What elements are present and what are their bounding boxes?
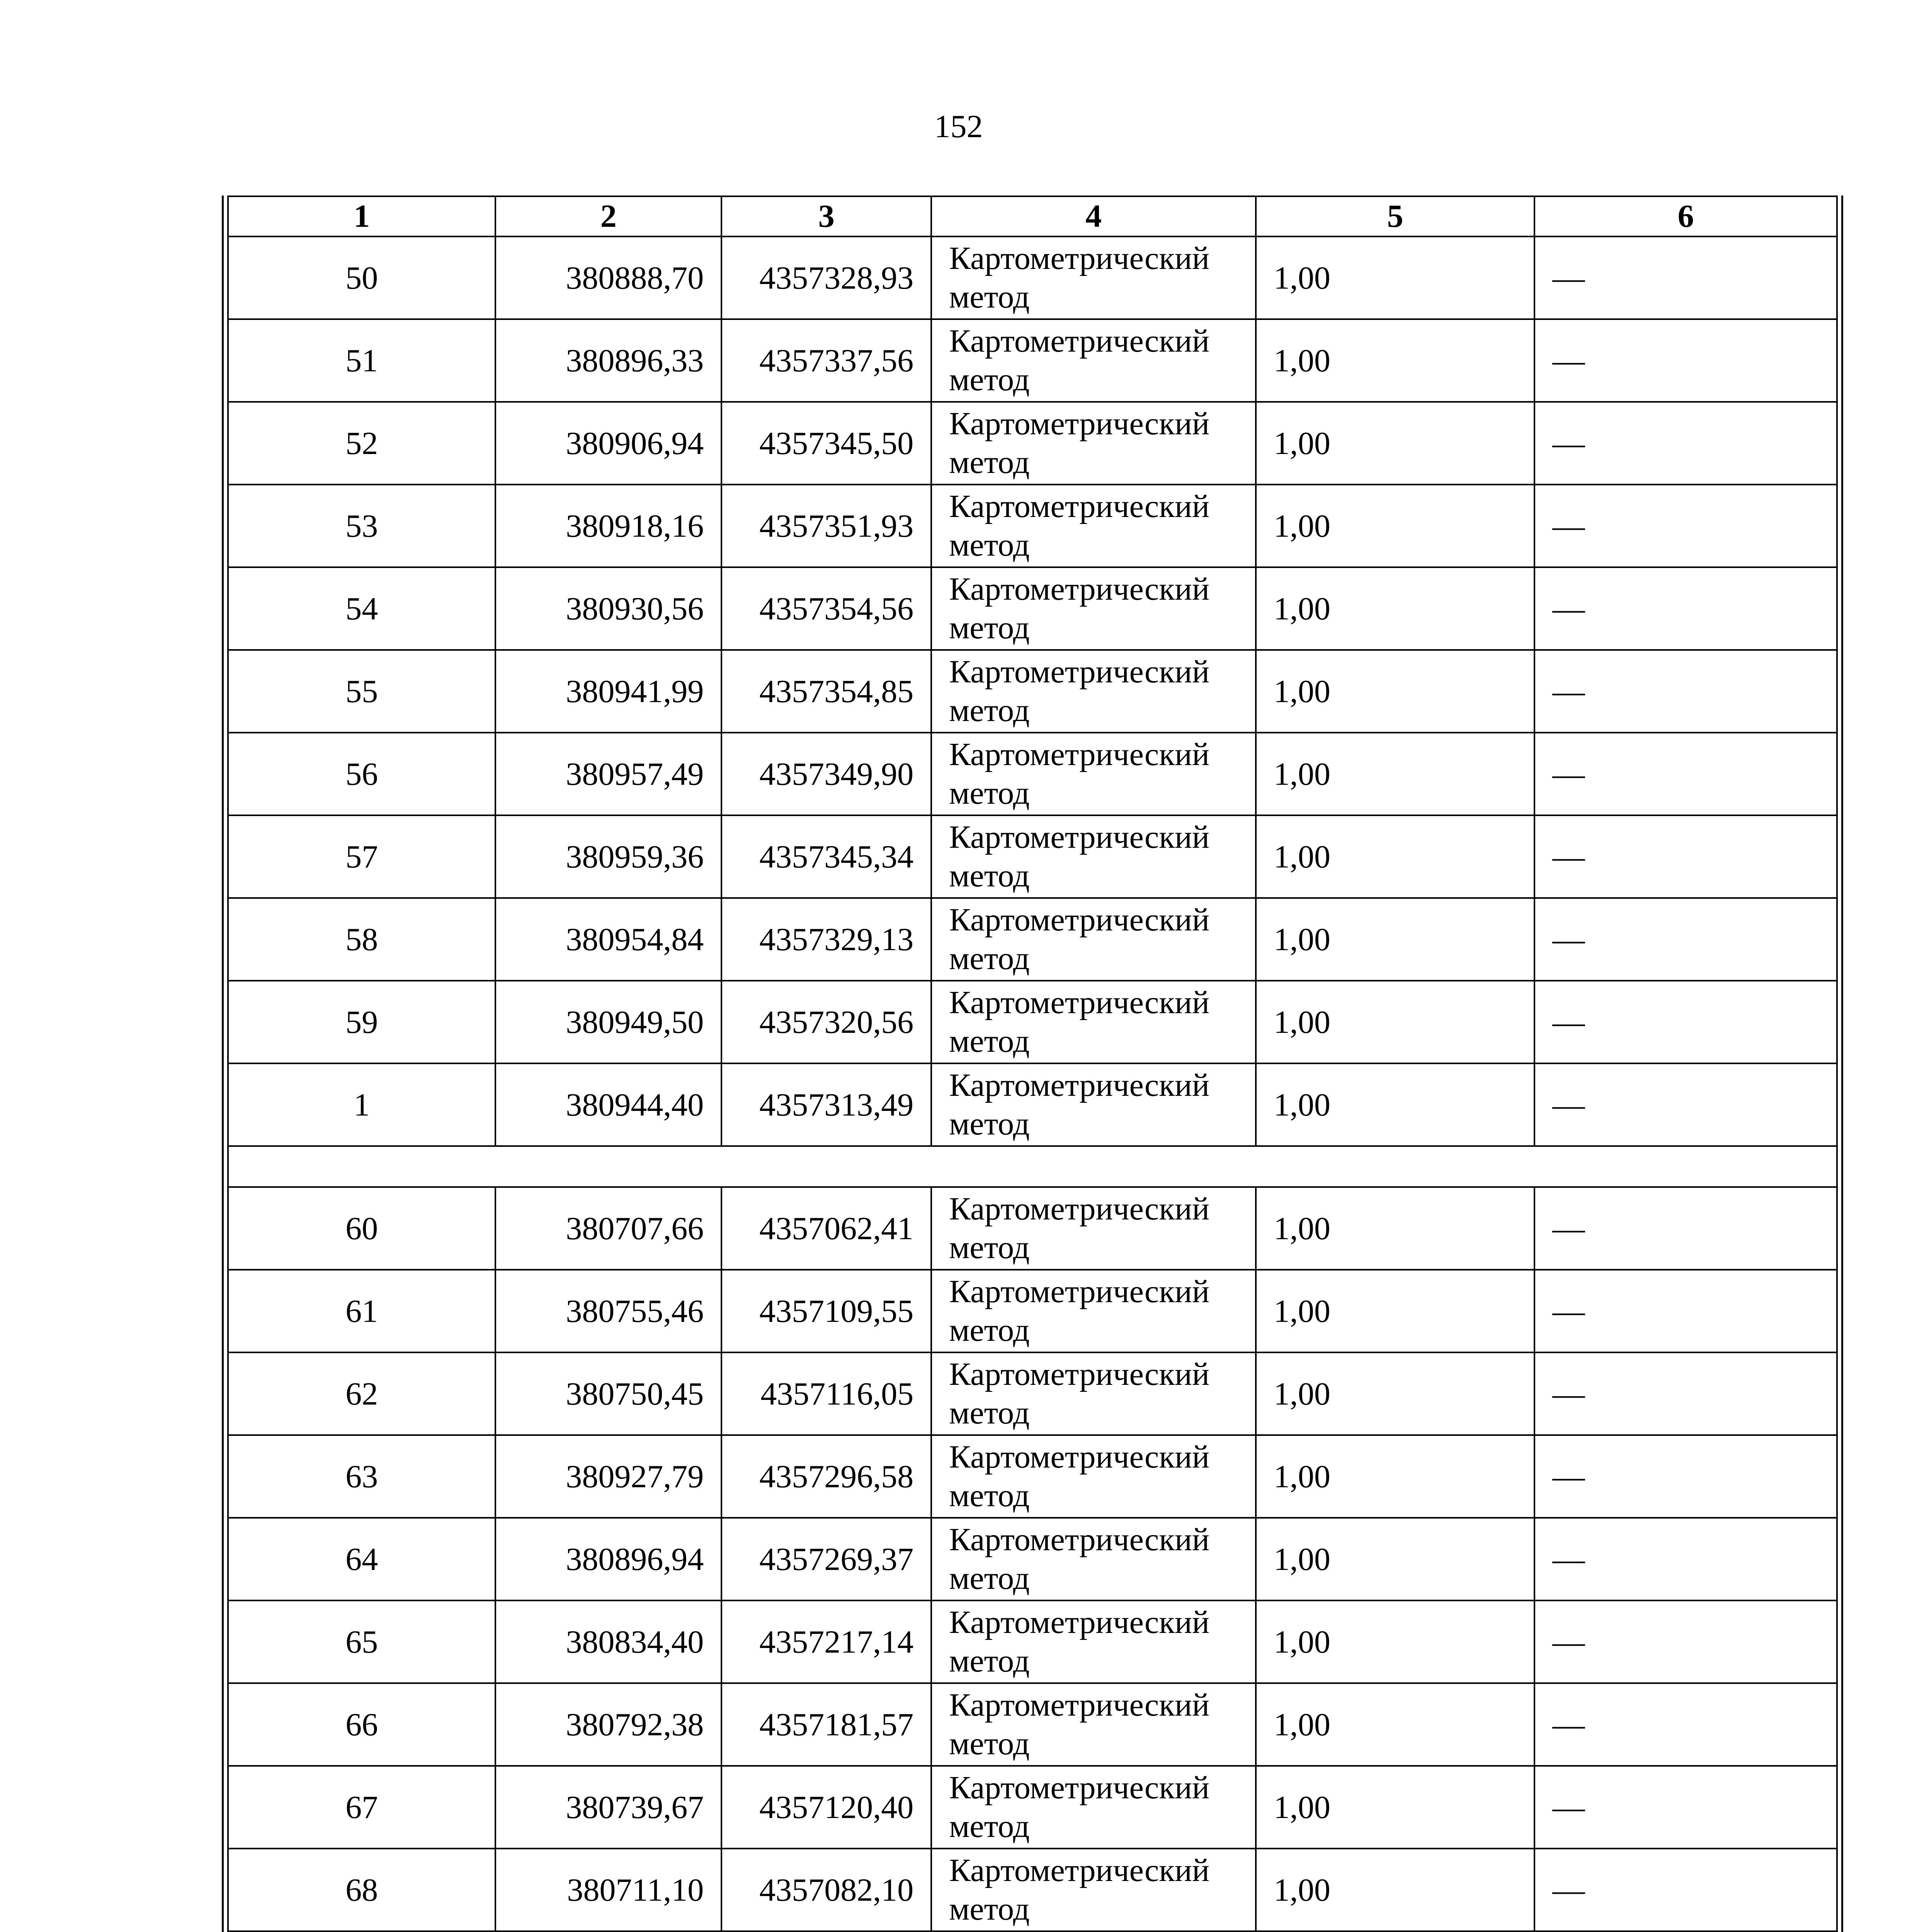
table-row (228, 1849, 1837, 1931)
contour-separator-row (228, 1146, 1837, 1187)
accuracy-cell: 1,00 (1256, 1270, 1534, 1352)
y-coordinate-cell: 4357345,50 (721, 402, 931, 485)
table-row (228, 733, 1837, 815)
x-coordinate-cell: 380944,40 (495, 1063, 721, 1146)
y-coordinate-cell: 4357109,55 (721, 1270, 931, 1352)
table-row (228, 1270, 1837, 1352)
notes-cell: — (1534, 1187, 1837, 1270)
point-number-cell: 56 (228, 733, 495, 815)
table-row (228, 650, 1837, 733)
notes-cell: — (1534, 319, 1837, 402)
y-coordinate-cell: 4357181,57 (721, 1683, 931, 1766)
point-number-cell: 63 (228, 1435, 495, 1518)
y-coordinate-cell: 4357120,40 (721, 1766, 931, 1849)
page-number: 152 (934, 109, 983, 145)
notes-cell: — (1534, 733, 1837, 815)
x-coordinate-cell: 380896,94 (495, 1518, 721, 1600)
point-number-cell: 61 (228, 1270, 495, 1352)
method-cell: Картометрический метод (931, 236, 1256, 319)
method-cell: Картометрический метод (931, 1063, 1256, 1146)
point-number-cell: 65 (228, 1600, 495, 1683)
accuracy-cell: 1,00 (1256, 1849, 1534, 1931)
table-row (228, 1518, 1837, 1600)
table-row (228, 1600, 1837, 1683)
notes-cell: — (1534, 1518, 1837, 1600)
column-header-2: 2 (495, 196, 721, 236)
table-body (228, 236, 1837, 1932)
y-coordinate-cell: 4357337,56 (721, 319, 931, 402)
notes-cell: — (1534, 981, 1837, 1063)
notes-cell: — (1534, 1766, 1837, 1849)
method-cell: Картометрический метод (931, 1187, 1256, 1270)
accuracy-cell: 1,00 (1256, 1435, 1534, 1518)
y-coordinate-cell: 4357217,14 (721, 1600, 931, 1683)
notes-cell: — (1534, 1600, 1837, 1683)
accuracy-cell: 1,00 (1256, 1352, 1534, 1435)
table-row (228, 1187, 1837, 1270)
x-coordinate-cell: 380906,94 (495, 402, 721, 485)
table-row (228, 1435, 1837, 1518)
method-cell: Картометрический метод (931, 981, 1256, 1063)
separator-cell (228, 1146, 1837, 1187)
point-number-cell: 55 (228, 650, 495, 733)
method-cell: Картометрический метод (931, 567, 1256, 650)
notes-cell: — (1534, 567, 1837, 650)
method-cell: Картометрический метод (931, 1766, 1256, 1849)
method-cell: Картометрический метод (931, 485, 1256, 567)
method-cell: Картометрический метод (931, 898, 1256, 981)
y-coordinate-cell: 4357345,34 (721, 815, 931, 898)
x-coordinate-cell: 380954,84 (495, 898, 721, 981)
table-row (228, 402, 1837, 485)
point-number-cell: 66 (228, 1683, 495, 1766)
accuracy-cell: 1,00 (1256, 1063, 1534, 1146)
y-coordinate-cell: 4357329,13 (721, 898, 931, 981)
table-row (228, 567, 1837, 650)
point-number-cell: 51 (228, 319, 495, 402)
point-number-cell: 50 (228, 236, 495, 319)
point-number-cell: 64 (228, 1518, 495, 1600)
accuracy-cell: 1,00 (1256, 236, 1534, 319)
notes-cell: — (1534, 1352, 1837, 1435)
method-cell: Картометрический метод (931, 650, 1256, 733)
x-coordinate-cell: 380941,99 (495, 650, 721, 733)
accuracy-cell: 1,00 (1256, 1683, 1534, 1766)
accuracy-cell: 1,00 (1256, 1600, 1534, 1683)
point-number-cell: 59 (228, 981, 495, 1063)
method-cell: Картометрический метод (931, 1435, 1256, 1518)
accuracy-cell: 1,00 (1256, 733, 1534, 815)
accuracy-cell: 1,00 (1256, 981, 1534, 1063)
notes-cell: — (1534, 1270, 1837, 1352)
column-header-3: 3 (721, 196, 931, 236)
accuracy-cell: 1,00 (1256, 898, 1534, 981)
y-coordinate-cell: 4357351,93 (721, 485, 931, 567)
notes-cell: — (1534, 1063, 1837, 1146)
table-row (228, 1352, 1837, 1435)
notes-cell: — (1534, 815, 1837, 898)
accuracy-cell: 1,00 (1256, 567, 1534, 650)
accuracy-cell: 1,00 (1256, 650, 1534, 733)
method-cell: Картометрический метод (931, 1683, 1256, 1766)
x-coordinate-cell: 380918,16 (495, 485, 721, 567)
point-number-cell: 54 (228, 567, 495, 650)
method-cell: Картометрический метод (931, 1849, 1256, 1931)
x-coordinate-cell: 380739,67 (495, 1766, 721, 1849)
notes-cell: — (1534, 898, 1837, 981)
table-row (228, 815, 1837, 898)
table-row (228, 1063, 1837, 1146)
method-cell: Картометрический метод (931, 733, 1256, 815)
point-number-cell: 57 (228, 815, 495, 898)
accuracy-cell: 1,00 (1256, 1518, 1534, 1600)
x-coordinate-cell: 380957,49 (495, 733, 721, 815)
notes-cell: — (1534, 1683, 1837, 1766)
x-coordinate-cell: 380927,79 (495, 1435, 721, 1518)
y-coordinate-cell: 4357082,10 (721, 1849, 931, 1931)
method-cell: Картометрический метод (931, 1518, 1256, 1600)
x-coordinate-cell: 380750,45 (495, 1352, 721, 1435)
table-row (228, 319, 1837, 402)
x-coordinate-cell: 380792,38 (495, 1683, 721, 1766)
accuracy-cell: 1,00 (1256, 485, 1534, 567)
y-coordinate-cell: 4357320,56 (721, 981, 931, 1063)
table-row (228, 981, 1837, 1063)
notes-cell: — (1534, 1849, 1837, 1931)
x-coordinate-cell: 380888,70 (495, 236, 721, 319)
table-header-row (228, 196, 1837, 236)
point-number-cell: 67 (228, 1766, 495, 1849)
point-number-cell: 68 (228, 1849, 495, 1931)
table-row (228, 236, 1837, 319)
y-coordinate-cell: 4357269,37 (721, 1518, 931, 1600)
point-number-cell: 60 (228, 1187, 495, 1270)
x-coordinate-cell: 380930,56 (495, 567, 721, 650)
point-number-cell: 58 (228, 898, 495, 981)
method-cell: Картометрический метод (931, 319, 1256, 402)
y-coordinate-cell: 4357328,93 (721, 236, 931, 319)
notes-cell: — (1534, 402, 1837, 485)
table-row (228, 1766, 1837, 1849)
column-header-5: 5 (1256, 196, 1534, 236)
y-coordinate-cell: 4357354,56 (721, 567, 931, 650)
point-number-cell: 1 (228, 1063, 495, 1146)
column-header-1: 1 (228, 196, 495, 236)
method-cell: Картометрический метод (931, 402, 1256, 485)
y-coordinate-cell: 4357062,41 (721, 1187, 931, 1270)
column-header-4: 4 (931, 196, 1256, 236)
x-coordinate-cell: 380711,10 (495, 1849, 721, 1931)
point-number-cell: 53 (228, 485, 495, 567)
method-cell: Картометрический метод (931, 1270, 1256, 1352)
y-coordinate-cell: 4357296,58 (721, 1435, 931, 1518)
notes-cell: — (1534, 1435, 1837, 1518)
column-header-6: 6 (1534, 196, 1837, 236)
y-coordinate-cell: 4357313,49 (721, 1063, 931, 1146)
notes-cell: — (1534, 236, 1837, 319)
accuracy-cell: 1,00 (1256, 319, 1534, 402)
accuracy-cell: 1,00 (1256, 402, 1534, 485)
y-coordinate-cell: 4357349,90 (721, 733, 931, 815)
x-coordinate-cell: 380707,66 (495, 1187, 721, 1270)
method-cell: Картометрический метод (931, 1600, 1256, 1683)
x-coordinate-cell: 380755,46 (495, 1270, 721, 1352)
table-row (228, 898, 1837, 981)
accuracy-cell: 1,00 (1256, 815, 1534, 898)
method-cell: Картометрический метод (931, 1352, 1256, 1435)
method-cell: Картометрический метод (931, 815, 1256, 898)
x-coordinate-cell: 380949,50 (495, 981, 721, 1063)
y-coordinate-cell: 4357116,05 (721, 1352, 931, 1435)
x-coordinate-cell: 380834,40 (495, 1600, 721, 1683)
x-coordinate-cell: 380959,36 (495, 815, 721, 898)
notes-cell: — (1534, 485, 1837, 567)
coordinates-table (227, 196, 1838, 1932)
x-coordinate-cell: 380896,33 (495, 319, 721, 402)
coordinates-table-frame (222, 196, 1843, 1932)
notes-cell: — (1534, 650, 1837, 733)
accuracy-cell: 1,00 (1256, 1766, 1534, 1849)
point-number-cell: 62 (228, 1352, 495, 1435)
y-coordinate-cell: 4357354,85 (721, 650, 931, 733)
accuracy-cell: 1,00 (1256, 1187, 1534, 1270)
table-row (228, 485, 1837, 567)
point-number-cell: 52 (228, 402, 495, 485)
table-row (228, 1683, 1837, 1766)
